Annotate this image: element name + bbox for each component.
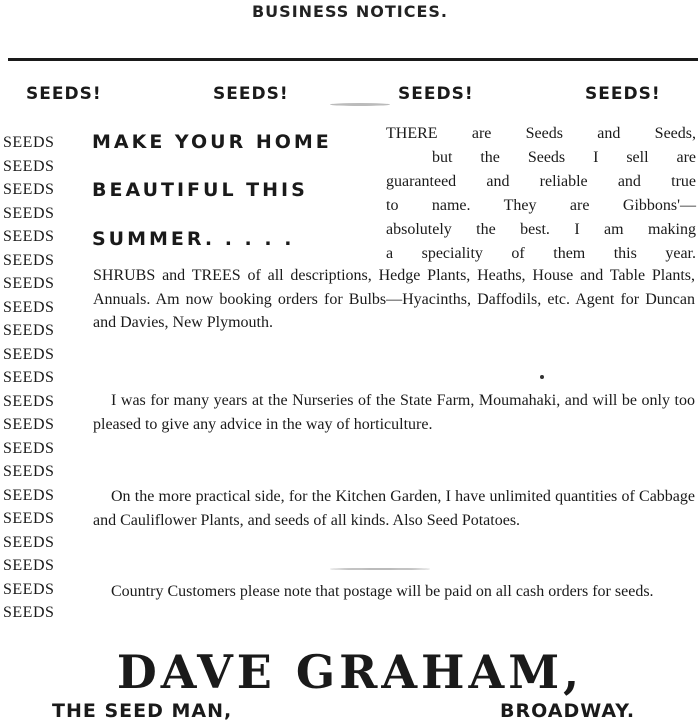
paragraph-shrubs: SHRUBS and TREES of all descriptions, Hedge Plants, Heaths, House and Table Plants, Annuals. Am now booking orders for Bulbs—Hyacinths, Daffodils, etc. Agent for Duncan and Davies, New Plymouth. (93, 267, 695, 331)
advertiser-location: BROADWAY. (500, 700, 636, 722)
right-line: THERE are Seeds and Seeds, (386, 125, 696, 142)
sidebar-item: SEEDS (3, 298, 55, 316)
print-noise (540, 375, 544, 379)
print-noise (330, 568, 430, 570)
sidebar-item: SEEDS (3, 392, 55, 410)
right-column (386, 122, 696, 266)
sidebar-item: SEEDS (3, 204, 55, 222)
right-line: guaranteed and reliable and true (386, 173, 696, 190)
sidebar-item: SEEDS (3, 416, 55, 433)
page-header: BUSINESS NOTICES. (251, 2, 448, 21)
headline-line-2: BEAUTIFUL THIS (92, 179, 308, 201)
right-line: a speciality of them this year. (386, 245, 696, 262)
sidebar-item: SEEDS (3, 251, 55, 269)
seeds-heading-1: SEEDS! (26, 84, 102, 104)
headline-line-1: MAKE YOUR HOME (92, 131, 332, 153)
seeds-heading-2: SEEDS! (213, 84, 289, 104)
sidebar-item: SEEDS (3, 604, 55, 621)
sidebar-item: SEEDS (3, 134, 55, 151)
headline-line-3: SUMMER. . . . . (92, 228, 295, 250)
right-line: but the Seeds I sell are (432, 149, 696, 166)
sidebar-item: SEEDS (3, 181, 55, 198)
paragraph-country: Country Customers please note that postage will be paid on all cash orders for seeds. (111, 583, 654, 600)
sidebar-item: SEEDS (3, 533, 55, 551)
sidebar-item: SEEDS (3, 557, 55, 574)
seeds-heading-3: SEEDS! (398, 84, 474, 104)
sidebar-item: SEEDS (3, 322, 55, 339)
header-rule (8, 58, 698, 61)
sidebar-item: SEEDS (3, 510, 55, 527)
right-line: to name. They are Gibbons'— (386, 197, 696, 214)
seeds-sidebar (3, 131, 73, 625)
sidebar-item: SEEDS (3, 157, 55, 175)
right-line: absolutely the best. I am making (386, 221, 696, 238)
advertiser-name: DAVE GRAHAM, (116, 645, 584, 699)
paragraph-practical: On the more practical side, for the Kitchen Garden, I have unlimited quantities of Cabbage and Cauliflower Plants, and seeds of all kinds. Also Seed Potatoes. (93, 488, 695, 529)
sidebar-item: SEEDS (3, 486, 55, 504)
seeds-heading-4: SEEDS! (585, 84, 661, 104)
sidebar-item: SEEDS (3, 275, 55, 292)
sidebar-item: SEEDS (3, 439, 55, 457)
sidebar-item: SEEDS (3, 463, 55, 480)
sidebar-item: SEEDS (3, 580, 55, 598)
print-noise (330, 103, 390, 106)
sidebar-item: SEEDS (3, 369, 55, 386)
paragraph-nurseries: I was for many years at the Nurseries of the State Farm, Moumahaki, and will be only too pleased to give any advice in the way of horticulture. (93, 392, 695, 433)
advertiser-tagline: THE SEED MAN, (52, 700, 233, 722)
sidebar-item: SEEDS (3, 228, 55, 245)
sidebar-item: SEEDS (3, 345, 55, 363)
